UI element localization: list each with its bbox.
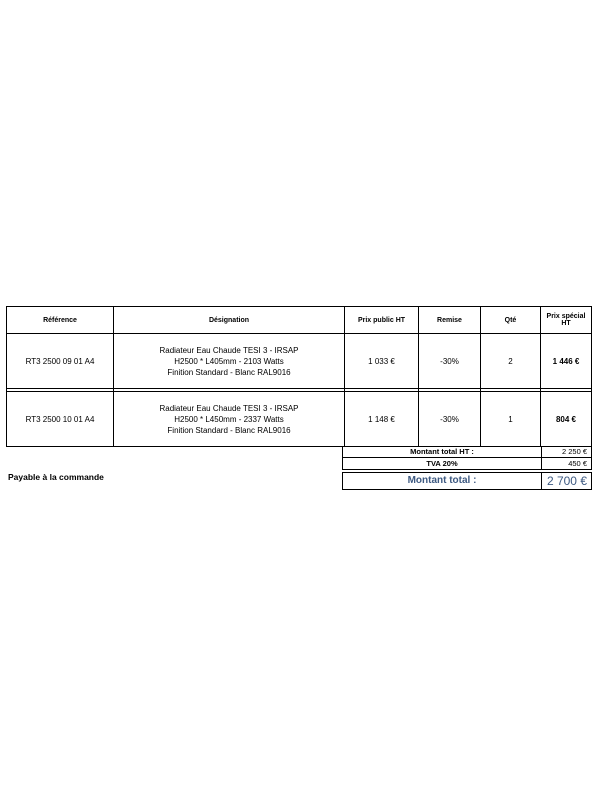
designation-line: Finition Standard - Blanc RAL9016 xyxy=(167,367,291,377)
cell-special-price: 804 € xyxy=(541,392,592,447)
total-ht-line xyxy=(342,446,592,458)
designation-line: Finition Standard - Blanc RAL9016 xyxy=(167,425,291,435)
cell-qty: 2 xyxy=(481,334,541,389)
total-ht-label: Montant total HT : xyxy=(410,447,474,456)
quote-sheet xyxy=(6,306,591,447)
grand-total-value: 2 700 € xyxy=(546,474,587,488)
header-discount: Remise xyxy=(419,307,481,334)
header-special-price: Prix spécial HT xyxy=(541,307,592,334)
payment-terms: Payable à la commande xyxy=(8,472,104,482)
totals-block xyxy=(342,446,592,490)
tva-line xyxy=(342,458,592,470)
cell-reference: RT3 2500 09 01 A4 xyxy=(7,334,114,389)
designation-line: H2500 * L450mm - 2337 Watts xyxy=(174,414,284,424)
cell-designation xyxy=(114,392,345,447)
cell-designation xyxy=(114,334,345,389)
header-qty: Qté xyxy=(481,307,541,334)
tva-label: TVA 20% xyxy=(426,459,458,468)
total-ht-value: 2 250 € xyxy=(561,447,587,456)
grand-total-line xyxy=(342,472,592,490)
header-public-price: Prix public HT xyxy=(345,307,419,334)
cell-discount: -30% xyxy=(419,392,481,447)
cell-special-price: 1 446 € xyxy=(541,334,592,389)
cell-discount: -30% xyxy=(419,334,481,389)
tva-value: 450 € xyxy=(568,459,587,468)
header-designation: Désignation xyxy=(114,307,345,334)
table-row xyxy=(7,392,592,447)
quote-table xyxy=(6,306,592,447)
designation-line: Radiateur Eau Chaude TESI 3 - IRSAP xyxy=(159,403,299,413)
grand-total-label: Montant total : xyxy=(407,475,477,486)
header-reference: Référence xyxy=(7,307,114,334)
cell-public-price: 1 033 € xyxy=(345,334,419,389)
designation-line: Radiateur Eau Chaude TESI 3 - IRSAP xyxy=(159,345,299,355)
table-row xyxy=(7,334,592,389)
cell-qty: 1 xyxy=(481,392,541,447)
designation-line: H2500 * L405mm - 2103 Watts xyxy=(174,356,284,366)
cell-reference: RT3 2500 10 01 A4 xyxy=(7,392,114,447)
header-row xyxy=(7,307,592,334)
cell-public-price: 1 148 € xyxy=(345,392,419,447)
